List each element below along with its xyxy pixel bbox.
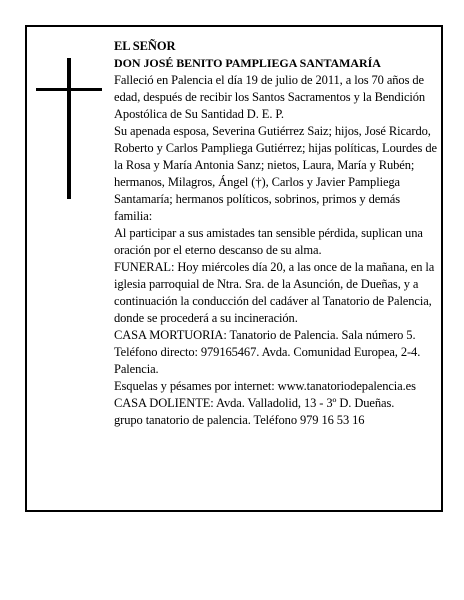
- online-condolences: Esquelas y pésames por internet: www.tanatoriodepalencia.es: [114, 379, 416, 393]
- funeral-home-details: CASA MORTUORIA: Tanatorio de Palencia. Sala número 5. Teléfono directo: 979165467. Avda. Comunidad Europea, 2-4. Palencia.: [114, 328, 421, 376]
- family-home-address: CASA DOLIENTE: Avda. Valladolid, 13 - 3º D. Dueñas.: [114, 396, 395, 410]
- cross-horizontal-bar: [36, 88, 102, 91]
- prayer-request: Al participar a sus amistades tan sensible pérdida, suplican una oración por el eterno descanso de su alma.: [114, 226, 423, 257]
- funeral-details: FUNERAL: Hoy miércoles día 20, a las once de la mañana, en la iglesia parroquial de Ntra. Sra. de la Asunción, de Dueñas, y a continuación la conducción del cadáver al Tanatorio de Palencia, donde se procederá a su incineración.: [114, 260, 435, 325]
- death-announcement: Falleció en Palencia el día 19 de julio de 2011, a los 70 años de edad, después de recibir los Santos Sacramentos y la Bendición Apostólica de Su Santidad D. E. P.: [114, 73, 426, 121]
- notice-body: [114, 38, 438, 429]
- funeral-group-contact: grupo tanatorio de palencia. Teléfono 979 16 53 16: [114, 413, 365, 427]
- family-list: Su apenada esposa, Severina Gutiérrez Saiz; hijos, José Ricardo, Roberto y Carlos Pampliega Gutiérrez; hijas políticas, Lourdes de la Rosa y María Antonia Sanz; nietos, Laura, María y Rubén; hermanos, Milagros, Ángel (†), Carlos y Javier Pampliega Santamaría; hermanos políticos, sobrinos, primos y demás familia:: [114, 124, 437, 223]
- cross-vertical-bar: [67, 58, 71, 199]
- heading-title: EL SEÑOR: [114, 39, 176, 53]
- obituary-notice: [25, 25, 443, 512]
- deceased-name: DON JOSÉ BENITO PAMPLIEGA SANTAMARÍA: [114, 56, 381, 70]
